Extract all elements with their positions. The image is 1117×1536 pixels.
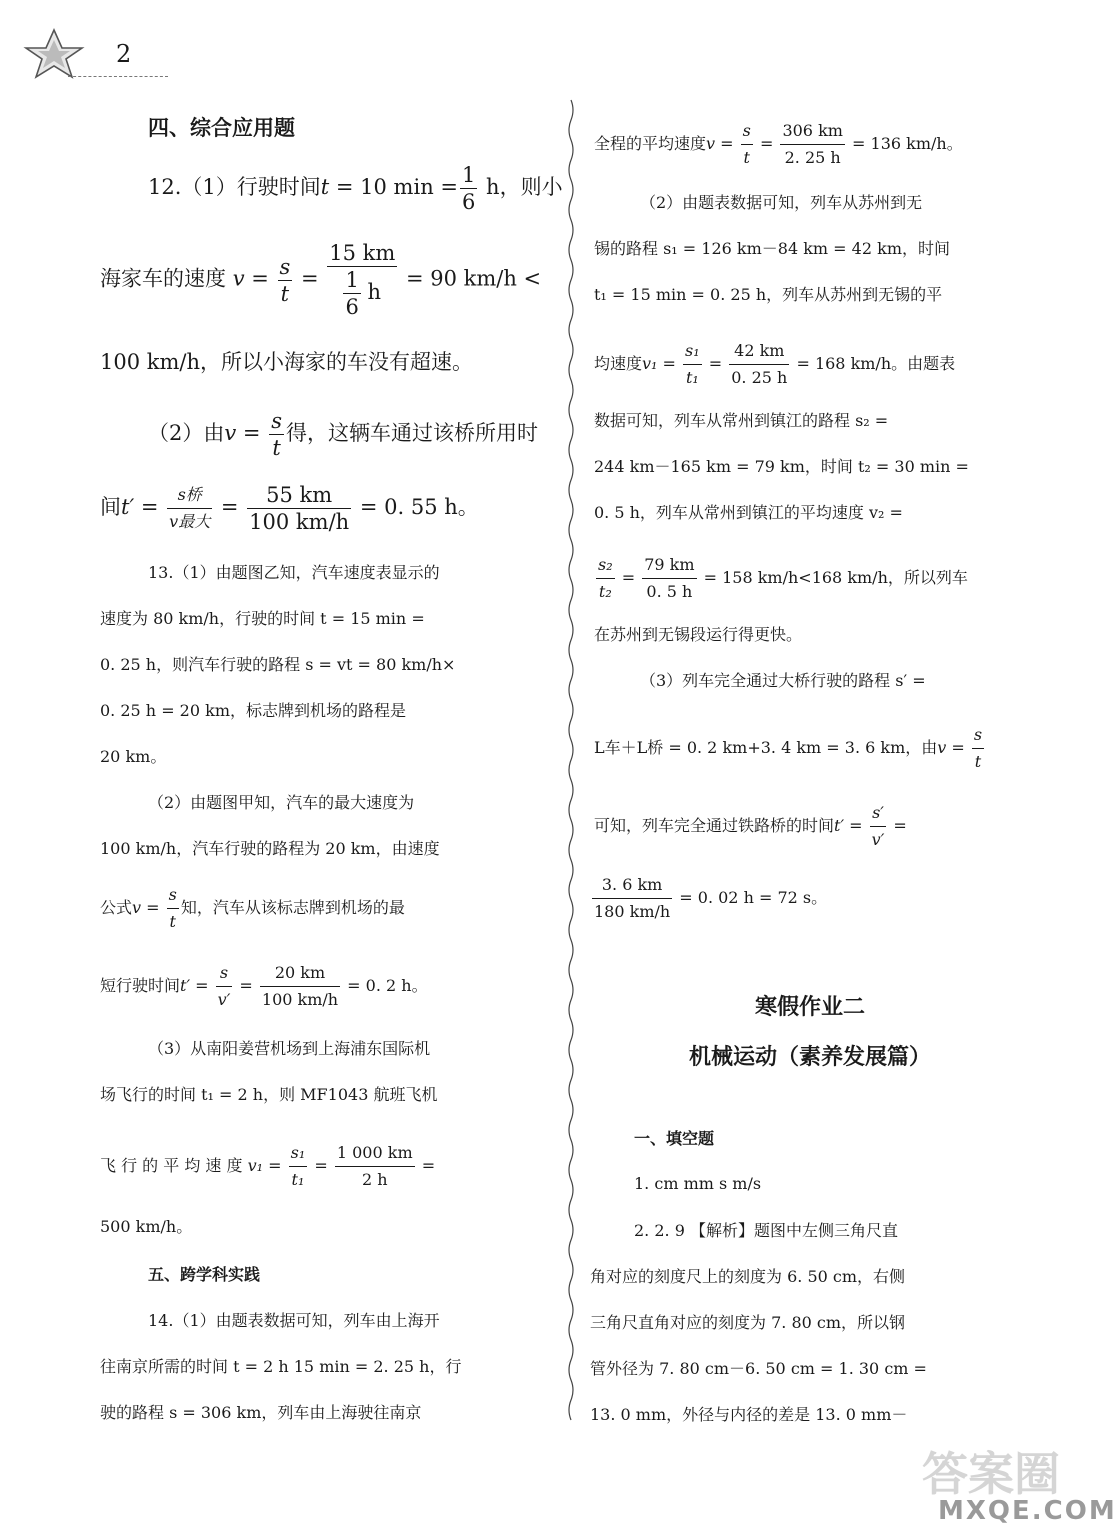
var-v: v <box>224 421 237 445</box>
fraction <box>269 408 284 461</box>
fraction <box>592 872 672 925</box>
section-heading-5: 五、跨学科实践 <box>148 1265 261 1284</box>
q12-line2 <box>100 240 541 320</box>
section-heading-4: 四、综合应用题 <box>148 116 295 140</box>
denominator: 6 <box>462 190 476 214</box>
q13-line3: 0. 25 h，则汽车行驶的路程 s = vt = 80 km/h× <box>100 655 456 674</box>
r-line5 <box>594 338 955 391</box>
numerator: s <box>271 409 282 433</box>
q14-line3: 驶的路程 s = 306 km，列车由上海驶往南京 <box>100 1403 422 1422</box>
text: = 168 km/h。由题表 <box>791 354 956 373</box>
var-t: t′ <box>834 816 845 835</box>
denominator: t₁ <box>291 1170 305 1189</box>
text: = <box>616 568 641 587</box>
q13-line10: （3）从南阳姜营机场到上海浦东国际机 <box>148 1039 431 1058</box>
denominator: t₁ <box>685 368 699 387</box>
numerator: s <box>167 882 179 909</box>
answer-1: 1. cm mm s m/s <box>634 1174 762 1193</box>
var-v: v <box>132 898 142 917</box>
text: L车＋L桥 = 0. 2 km+3. 4 km = 3. 6 km，由 <box>594 738 938 757</box>
answer-2-line2: 角对应的刻度尺上的刻度为 6. 50 cm，右侧 <box>590 1267 906 1286</box>
r-line2: （2）由题表数据可知，列车从苏州到无 <box>640 193 923 212</box>
fraction <box>741 118 753 171</box>
fraction <box>972 722 984 775</box>
denominator: t <box>280 281 290 306</box>
q12-2-line2 <box>100 482 479 535</box>
denominator: t₂ <box>598 582 612 601</box>
numerator: 15 km <box>329 241 396 265</box>
text: = 90 km/h < <box>399 266 542 291</box>
numerator: s₁ <box>683 338 702 365</box>
numerator: s <box>279 254 291 279</box>
text: = <box>244 266 276 291</box>
numerator: s₂ <box>596 552 615 579</box>
numerator: s₁ <box>289 1140 308 1167</box>
r-line13 <box>594 800 907 853</box>
q13-line11: 场飞行的时间 t₁ = 2 h，则 MF1043 航班飞机 <box>100 1085 438 1104</box>
numerator: 3. 6 km <box>592 872 672 899</box>
r-line4: t₁ = 15 min = 0. 25 h，列车从苏州到无锡的平 <box>594 285 943 304</box>
text: 均速度 <box>594 354 643 373</box>
r-line14 <box>590 872 827 925</box>
fraction <box>216 960 233 1013</box>
denominator: 0. 25 h <box>731 368 788 387</box>
var-v1: v₁ <box>642 354 658 373</box>
answer-2-line1: 2. 2. 9 【解析】题图中左侧三角尺直 <box>634 1221 898 1240</box>
text: （2）由 <box>148 421 225 445</box>
text: = <box>888 816 907 835</box>
assignment-subtitle: 机械运动（素养发展篇） <box>688 1045 931 1070</box>
fraction <box>247 482 351 535</box>
fraction <box>289 1140 308 1193</box>
denominator: v′ <box>871 830 885 849</box>
text: = 0. 2 h。 <box>342 976 428 995</box>
numerator: s <box>972 722 984 749</box>
text: = <box>754 134 779 153</box>
var-t: t′ <box>121 495 135 519</box>
text: = <box>309 1156 333 1175</box>
numerator: 20 km <box>260 960 340 987</box>
r-line11: （3）列车完全通过大桥行驶的路程 s′ = <box>640 671 926 690</box>
numerator: s′ <box>870 800 887 827</box>
text: = <box>294 266 326 291</box>
numerator: 1 <box>462 163 476 187</box>
text: = <box>214 495 246 519</box>
fraction <box>260 960 340 1013</box>
fraction <box>780 118 845 171</box>
numerator: 1 000 km <box>335 1140 415 1167</box>
var-v: v <box>706 134 716 153</box>
q13-line5: 20 km。 <box>100 747 167 766</box>
q13-line6: （2）由题图甲知，汽车的最大速度为 <box>148 793 415 812</box>
numerator: 55 km <box>247 482 351 509</box>
fraction <box>167 882 179 935</box>
var-v: v <box>232 266 245 291</box>
denominator: t <box>743 148 750 167</box>
r-line6: 数据可知，列车从常州到镇江的路程 s₂ = <box>594 411 889 430</box>
text: 可知，列车完全通过铁路桥的时间 <box>594 816 835 835</box>
denominator: v最大 <box>169 512 211 531</box>
q12-line1 <box>148 162 563 215</box>
text: = <box>946 738 970 757</box>
q13-line1: 13.（1）由题图乙知，汽车速度表显示的 <box>148 563 440 582</box>
text: 全程的平均速度 <box>594 134 707 153</box>
q13-line13: 500 km/h。 <box>100 1217 193 1236</box>
var-t: t <box>320 175 330 199</box>
q13-line7: 100 km/h，汽车行驶的路程为 20 km，由速度 <box>100 839 440 858</box>
text: = <box>844 816 868 835</box>
q14-line2: 往南京所需的时间 t = 2 h 15 min = 2. 25 h，行 <box>100 1357 462 1376</box>
text: = <box>263 1156 287 1175</box>
watermark-logo-text: 答案圈 <box>922 1447 1060 1501</box>
fraction <box>343 267 360 320</box>
text: 间 <box>100 495 121 519</box>
answer-2-line5: 13. 0 mm，外径与内径的差是 13. 0 mm－ <box>590 1405 908 1424</box>
q13-line9 <box>100 960 428 1013</box>
q14-line1: 14.（1）由题表数据可知，列车由上海开 <box>148 1311 440 1330</box>
q13-line4: 0. 25 h = 20 km，标志牌到机场的路程是 <box>100 701 406 720</box>
denominator: 2 h <box>361 1170 388 1189</box>
fraction <box>683 338 702 391</box>
r-line12 <box>594 722 986 775</box>
r-line3: 锡的路程 s₁ = 126 km－84 km = 42 km，时间 <box>594 239 950 258</box>
q12-2-line1 <box>148 408 538 461</box>
text: = <box>234 976 258 995</box>
text: = <box>190 976 214 995</box>
text: = <box>416 1156 436 1175</box>
var-v: v <box>937 738 947 757</box>
denominator: v′ <box>217 990 231 1009</box>
r-line7: 244 km－165 km = 79 km，时间 t₂ = 30 min = <box>594 457 969 476</box>
text: = 136 km/h。 <box>846 134 963 153</box>
star-icon <box>18 26 90 80</box>
text: = <box>657 354 682 373</box>
text: 公式 <box>100 898 133 917</box>
text: 得，这辆车通过该桥所用时 <box>285 421 538 445</box>
text: 知，汽车从该标志牌到机场的最 <box>180 898 405 917</box>
denominator: t <box>272 436 281 460</box>
q12-line3: 100 km/h，所以小海家的车没有超速。 <box>100 350 473 374</box>
text: 海家车的速度 <box>100 266 226 291</box>
numerator: 42 km <box>729 338 789 365</box>
watermark-site: MXQE.COM <box>938 1496 1117 1526</box>
text: h，则小 <box>479 175 563 199</box>
fraction <box>642 552 696 605</box>
denominator <box>327 267 397 320</box>
denominator: t <box>169 912 176 931</box>
fraction <box>278 254 293 307</box>
fraction <box>167 482 212 535</box>
header-rule <box>68 76 168 77</box>
r-line10: 在苏州到无锡段运行得更快。 <box>594 625 803 644</box>
var-t: t′ <box>180 976 191 995</box>
r-line9 <box>594 552 968 605</box>
fraction <box>335 1140 415 1193</box>
answer-2-line4: 管外径为 7. 80 cm－6. 50 cm = 1. 30 cm = <box>590 1359 927 1378</box>
fraction <box>729 338 789 391</box>
page-header <box>18 26 158 82</box>
text: = <box>141 898 165 917</box>
denominator: 6 <box>345 295 359 319</box>
numerator: 79 km <box>642 552 696 579</box>
fraction <box>596 552 615 605</box>
fraction <box>460 162 477 215</box>
answer-2-line3: 三角尺直角对应的刻度为 7. 80 cm，所以钢 <box>590 1313 906 1332</box>
numerator: 1 <box>345 268 359 292</box>
section-heading-1: 一、填空题 <box>634 1129 715 1148</box>
text: = <box>715 134 739 153</box>
column-divider <box>566 100 576 1430</box>
text: = <box>134 495 166 519</box>
text: = 0. 55 h。 <box>353 495 479 519</box>
q13-line8 <box>100 882 405 935</box>
numerator: s桥 <box>167 482 212 509</box>
assignment-title: 寒假作业二 <box>754 995 865 1020</box>
q13-line12 <box>100 1140 435 1193</box>
denominator: 180 km/h <box>594 902 671 921</box>
text: = 10 min = <box>329 175 458 199</box>
numerator: s <box>741 118 753 145</box>
text: 12.（1）行驶时间 <box>148 175 321 199</box>
text: = <box>236 421 268 445</box>
fraction <box>870 800 887 853</box>
r-line1 <box>594 118 963 171</box>
text: 短行驶时间 <box>100 976 181 995</box>
text: = 0. 02 h = 72 s。 <box>674 888 828 907</box>
unit: h <box>360 280 382 304</box>
denominator: 0. 5 h <box>646 582 693 601</box>
page-number: 2 <box>116 40 132 68</box>
denominator: 100 km/h <box>261 990 339 1009</box>
fraction <box>327 240 397 320</box>
denominator: t <box>974 752 982 771</box>
q13-line2: 速度为 80 km/h，行驶的时间 t = 15 min = <box>100 609 425 628</box>
text: 飞 行 的 平 均 速 度 <box>100 1156 243 1175</box>
r-line8: 0. 5 h，列车从常州到镇江的平均速度 v₂ = <box>594 503 903 522</box>
denominator: 100 km/h <box>249 510 350 534</box>
denominator: 2. 25 h <box>784 148 841 167</box>
numerator: 306 km <box>780 118 845 145</box>
numerator: s <box>216 960 233 987</box>
var-v1: v₁ <box>247 1156 264 1175</box>
text: = 158 km/h<168 km/h，所以列车 <box>698 568 968 587</box>
text: = <box>703 354 728 373</box>
